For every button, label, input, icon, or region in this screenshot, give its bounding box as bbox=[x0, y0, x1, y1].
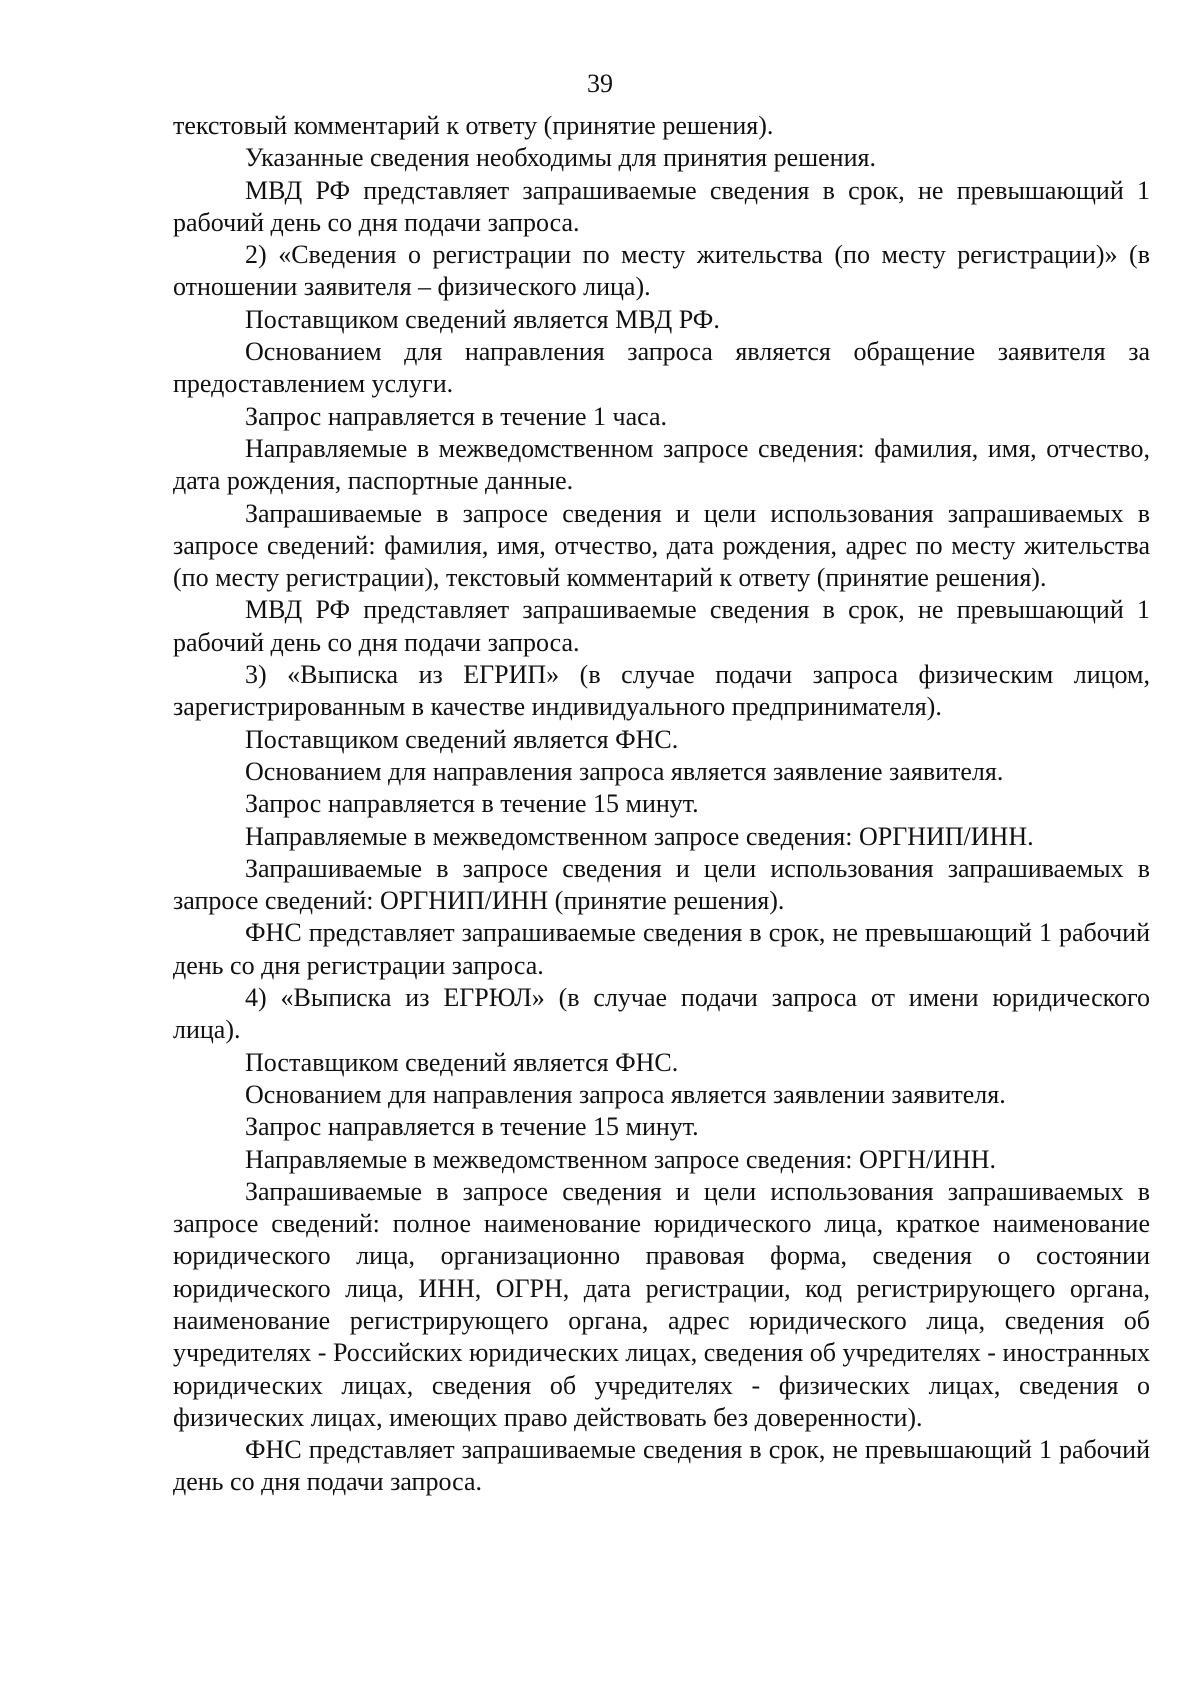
paragraph: Запрос направляется в течение 15 минут. bbox=[245, 1112, 699, 1142]
paragraph: 2) «Сведения о регистрации по месту жительства (по месту регистрации)» (в отношении заявителя – физического лица). bbox=[173, 240, 1150, 302]
paragraph: 3) «Выписка из ЕГРИП» (в случае подачи запроса физическим лицом, зарегистрированным в качестве индивидуального предпринимателя). bbox=[173, 660, 1150, 722]
paragraph: 4) «Выписка из ЕГРЮЛ» (в случае подачи запроса от имени юридического лица). bbox=[173, 983, 1150, 1045]
document-body bbox=[173, 110, 1150, 1499]
paragraph: МВД РФ представляет запрашиваемые сведения в срок, не превышающий 1 рабочий день со дня подачи запроса. bbox=[173, 595, 1150, 657]
paragraph: Направляемые в межведомственном запросе сведения: фамилия, имя, отчество, дата рождения, паспортные данные. bbox=[173, 433, 1150, 496]
paragraph: Основанием для направления запроса является заявлении заявителя. bbox=[245, 1079, 1006, 1109]
paragraph: ФНС представляет запрашиваемые сведения в срок, не превышающий 1 рабочий день со дня регистрации запроса. bbox=[173, 918, 1150, 980]
paragraph: Запрашиваемые в запросе сведения и цели использования запрашиваемых в запросе сведений: ОРГНИП/ИНН (принятие решения). bbox=[173, 853, 1150, 916]
paragraph: Поставщиком сведений является ФНС. bbox=[245, 1047, 679, 1077]
paragraph: Запрос направляется в течение 15 минут. bbox=[245, 789, 699, 819]
paragraph: Основанием для направления запроса является обращение заявителя за предоставлением услуги. bbox=[173, 337, 1150, 399]
paragraph: ФНС представляет запрашиваемые сведения в срок, не превышающий 1 рабочий день со дня подачи запроса. bbox=[173, 1435, 1150, 1497]
paragraph: Направляемые в межведомственном запросе сведения: ОРГН/ИНН. bbox=[245, 1144, 997, 1174]
page-number: 39 bbox=[587, 69, 613, 98]
paragraph: Основанием для направления запроса является заявление заявителя. bbox=[245, 756, 1004, 786]
paragraph: Поставщиком сведений является ФНС. bbox=[245, 724, 679, 754]
paragraph: Поставщиком сведений является МВД РФ. bbox=[245, 304, 720, 334]
paragraph: МВД РФ представляет запрашиваемые сведения в срок, не превышающий 1 рабочий день со дня подачи запроса. bbox=[173, 175, 1150, 237]
paragraph: Направляемые в межведомственном запросе сведения: ОРГНИП/ИНН. bbox=[245, 821, 1034, 851]
paragraph: Запрашиваемые в запросе сведения и цели использования запрашиваемых в запросе сведений: фамилия, имя, отчество, дата рождения, адрес по месту жительства (по месту регистрации), текстовый комментарий к ответу (принятие решения). bbox=[173, 498, 1150, 593]
paragraph: текстовый комментарий к ответу (принятие решения). bbox=[173, 111, 774, 140]
paragraph: Запрос направляется в течение 1 часа. bbox=[245, 401, 668, 431]
paragraph: Запрашиваемые в запросе сведения и цели использования запрашиваемых в запросе сведений: полное наименование юридического лица, краткое наименование юридического лица, организационно правовая форма, сведения о состоянии юридического лица, ИНН, ОГРН, дата регистрации, код регистрирующего органа, наименование регистрирующего органа, адрес юридического лица, сведения об учредителях - Российских юридических лицах, сведения об учредителях - иностранных юридических лицах, сведения об учредителях - физических лицах, сведения о физических лицах, имеющих право действовать без доверенности). bbox=[173, 1176, 1150, 1432]
paragraph: Указанные сведения необходимы для принятия решения. bbox=[245, 143, 876, 173]
